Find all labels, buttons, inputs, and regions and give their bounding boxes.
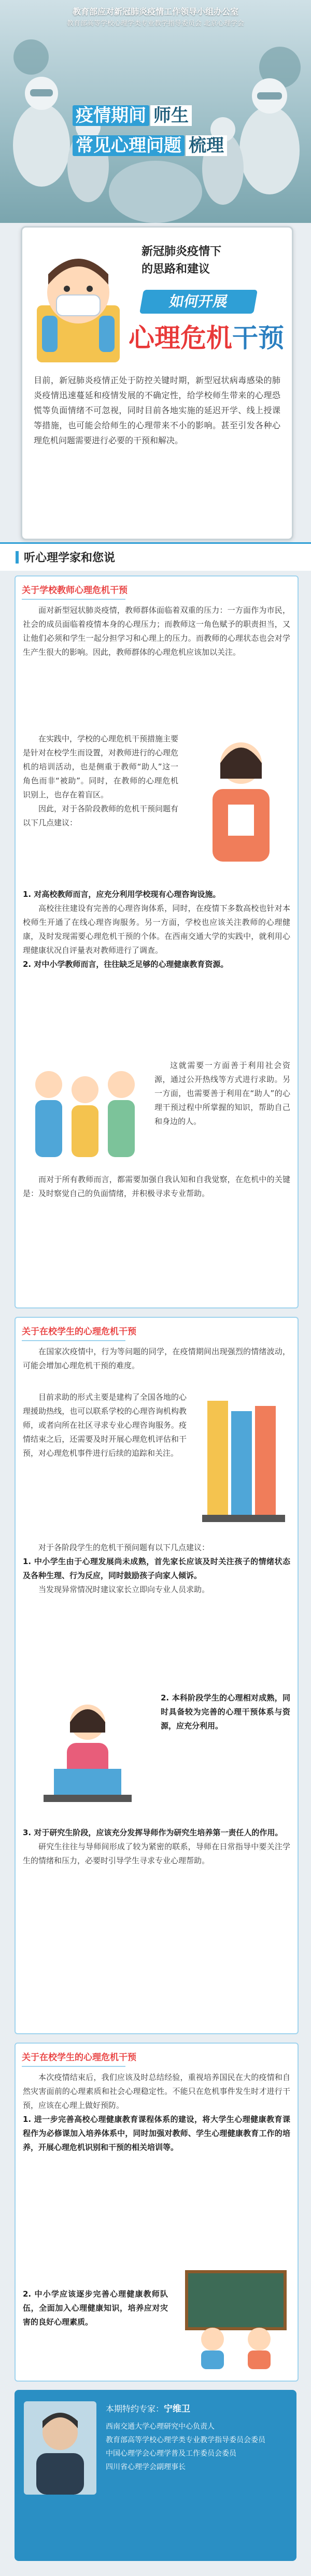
title-plain-1: 师生 bbox=[150, 105, 192, 126]
org-line-1: 教育部应对新冠肺炎疫情工作领导小组办公室 bbox=[72, 7, 238, 17]
expert-title-4: 四川省心理学会副理事长 bbox=[106, 2463, 186, 2471]
prevention-card bbox=[15, 2043, 299, 2382]
expert-intro: 本期特约专家： bbox=[106, 2404, 164, 2414]
people-group-illustration bbox=[23, 1059, 147, 1162]
card-title: 关于在校学生的心理危机干预 bbox=[22, 2050, 136, 2067]
title-plain-2: 梳理 bbox=[186, 135, 227, 156]
expert-info-box bbox=[15, 2390, 296, 2561]
title-highlight-1: 疫情期间 bbox=[73, 105, 149, 126]
org-line-2: 教育部高等学校心理学类专业教学指导委员会 北京心理学会 bbox=[66, 20, 245, 27]
intro-big-title-blue: 干预 bbox=[232, 323, 284, 353]
card3-bold-2: 2. 中小学应该逐步完善心理健康教师队伍，全面加入心理健康知识，培养应对灾害的良好心理素质。 bbox=[23, 2289, 168, 2327]
article-title bbox=[73, 104, 244, 166]
card2-p3: 对于各阶段学生的危机干预问题有以下几点建议： bbox=[38, 1543, 210, 1552]
card3-bold-1: 1. 进一步完善高校心理健康教育课程体系的建设，将大学生心理健康教育课程作为必修课加入培养体系中，同时加强对教师、学生心理健康教育工作的培养，开展心理危机识别和干预的相关培训等。 bbox=[23, 2115, 290, 2152]
card-title: 关于学校教师心理危机干预 bbox=[22, 583, 128, 600]
student-reading-illustration bbox=[23, 1691, 152, 1815]
card2-p5: 研究生往往与导师间形成了较为紧密的联系，导师在日常指导中要关注学生的情绪和压力，必要时引导学生寻求专业心理帮助。 bbox=[23, 1842, 290, 1865]
student-intervention-card bbox=[15, 1317, 299, 2034]
card2-bold-3: 3. 对于研究生阶段，应该充分发挥导师作为研究生培养第一责任人的作用。 bbox=[23, 1828, 283, 1837]
card1-p3: 因此，对于各阶段教师的危机干预问题有以下几点建议： bbox=[23, 804, 179, 827]
intro-card bbox=[21, 226, 293, 540]
intro-big-title-red: 心理危机 bbox=[129, 323, 232, 353]
intro-big-title bbox=[126, 321, 287, 355]
card-title: 关于在校学生的心理危机干预 bbox=[22, 1324, 136, 1341]
section-title: 听心理学家和您说 bbox=[24, 552, 116, 565]
expert-title-3: 中国心理学会心理学普及工作委员会委员 bbox=[106, 2450, 236, 2458]
intro-subtitle-line-2: 的思路和建议 bbox=[142, 263, 210, 276]
expert-title-2: 教育部高等学校心理学类专业教学指导委员会委员 bbox=[106, 2436, 265, 2444]
card1-p2: 在实践中，学校的心理危机干预措施主要是针对在校学生而设置，对教师进行的心理危机的培训活动，也是侧重于教师“助人”这一角色而非“被助”。同时，在教师的心理危机识别上，也存在着盲区。 bbox=[23, 734, 179, 799]
teacher-intervention-card bbox=[15, 575, 299, 1308]
title-highlight-2: 常见心理问题 bbox=[73, 135, 185, 156]
child-with-mask-illustration bbox=[32, 243, 125, 368]
card2-p2: 目前求助的形式主要是建构了全国各地的心理援助热线，也可以联系学校的心理咨询机构教师，或者向所在社区寻求专业心理咨询服务。疫情结束之后，还需要及时开展心理危机评估和干预，对心理危机事件进行后续的追踪和关注。 bbox=[23, 1392, 187, 1458]
card1-p4: 高校往往建设有完善的心理咨询体系，同时，在疫情下多数高校也针对本校师生开通了在线心理咨询服务。另一方面，学校也应该关注教师的心理健康，及时发现需要心理危机干预的个体。在西南交通大学的实践中，就利用心理健康状况自评量表对教师进行了调查。 bbox=[23, 904, 290, 955]
card1-p1: 面对新型冠状肺炎疫情，教师群体面临着双重的压力：一方面作为市民，社会的成员面临着疫情本身的心理压力；而教师这一角色赋予的职责担当，又让他们必须和学生一起分担学习和心理上的压力。而教师的心理状态也会对学生产生很大的影响。因此，教师群体的心理危机应该加以关注。 bbox=[23, 606, 290, 657]
card2-p1: 在国家次疫情中，行为等问题的同学，在疫情期间出现强烈的情绪波动，可能会增加心理危机干预的难度。 bbox=[23, 1347, 290, 1370]
expert-photo bbox=[24, 2401, 96, 2495]
card1-bold-2: 2. 对中小学教师而言，往往缺乏足够的心理健康教育资源。 bbox=[23, 960, 229, 969]
card2-p4: 当发现异常情况时建议家长立即向专业人员求助。 bbox=[38, 1585, 210, 1594]
card1-p6: 而对于所有教师而言，都需要加强自我认知和自我觉察，在危机中的关键是：及时察觉自己的负面情绪，并积极寻求专业帮助。 bbox=[23, 1175, 290, 1198]
intro-paragraph: 目前，新冠肺炎疫情正处于防控关键时期，新型冠状病毒感染的肺炎疫情迅速蔓延和疫情发展的不确定性，给学校师生带来的心理恐慌等负面情绪不可忽视，同时目前各地实施的延迟开学、线上授课等措施，也可能会给师生的心理带来不小的影响。甚至引发各种心理危机问题需要进行必要的干预和解决。 bbox=[34, 375, 280, 445]
books-illustration bbox=[197, 1390, 290, 1530]
card2-bold-1: 1. 中小学生由于心理发展尚未成熟，首先家长应该及时关注孩子的情绪状态及各种生理、行为反应，同时鼓励孩子向家人倾诉。 bbox=[23, 1557, 290, 1580]
intro-subtitle-line-1: 新冠肺炎疫情下 bbox=[142, 245, 222, 258]
intro-subtitle bbox=[142, 243, 276, 278]
expert-label bbox=[106, 2401, 190, 2414]
expert-name: 宁维卫 bbox=[164, 2404, 191, 2414]
card2-bold-2: 2. 本科阶段学生的心理相对成熟，同时具备较为完善的心理干预体系与资源，应充分利用。 bbox=[161, 1693, 290, 1730]
hero-banner bbox=[0, 0, 311, 223]
teacher-illustration bbox=[192, 732, 290, 867]
section-heading bbox=[0, 542, 311, 571]
card3-p1: 本次疫情结束后，我们应该及时总结经验，重视培养国民在大的疫情和自然灾害面前的心理素质和社会心理稳定性。不能只在危机事件发生时才进行干预，应该在心理上做好预防。 bbox=[23, 2073, 290, 2110]
section-bar bbox=[16, 551, 19, 564]
card1-bold-1: 1. 对高校教师而言，应充分利用学校现有心理咨询设施。 bbox=[23, 890, 221, 899]
card1-p5: 这就需要一方面善于利用社会资源，通过公开热线等方式进行求助。另一方面，也需要善于利用在“助人”的心理干预过程中所掌握的知识，帮助自己和身边的人。 bbox=[154, 1061, 290, 1126]
expert-title-1: 西南交通大学心理研究中心负责人 bbox=[106, 2423, 215, 2431]
teacher-board-illustration bbox=[181, 2267, 290, 2370]
how-banner: 如何开展 bbox=[139, 290, 258, 314]
